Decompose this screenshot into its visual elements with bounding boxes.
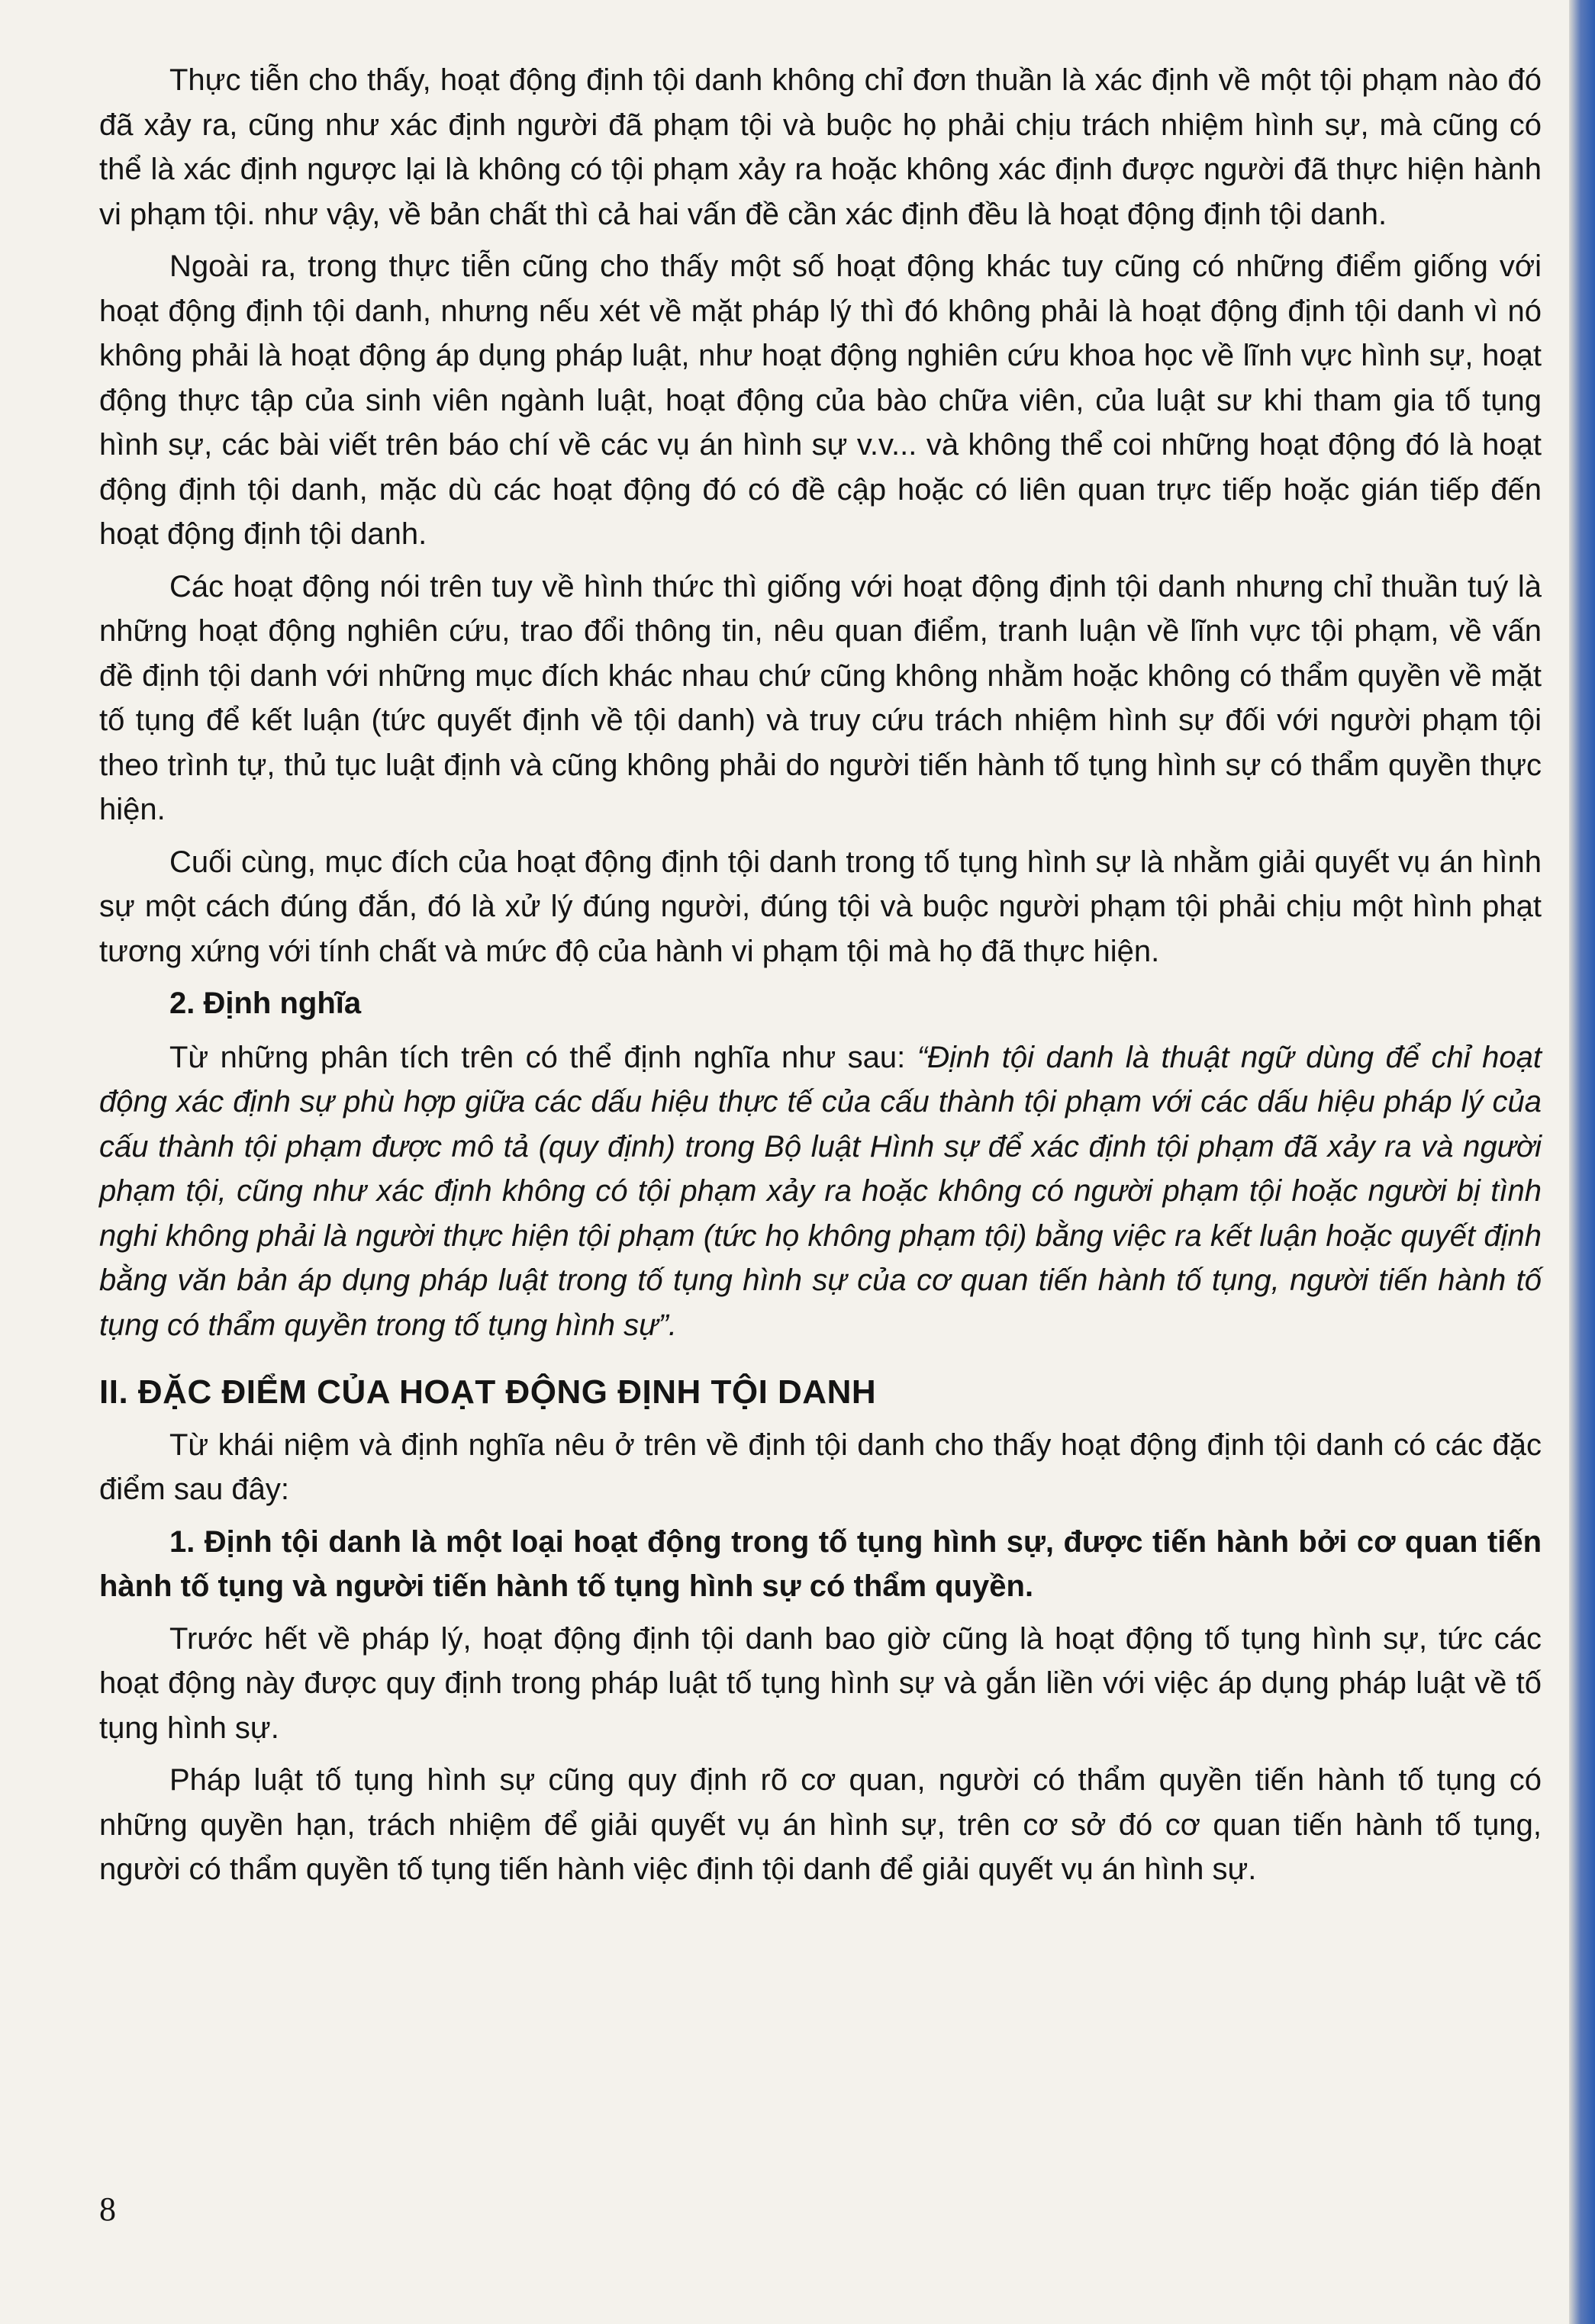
page-content [99, 58, 1542, 1900]
page-number: 8 [99, 2190, 116, 2228]
definition-quote: “Định tội danh là thuật ngữ dùng để chỉ hoạt động xác định sự phù hợp giữa các dấu hiệu thực tế của cấu thành tội phạm với các dấu hiệu pháp lý của cấu thành tội phạm được mô tả (quy định) trong Bộ luật Hình sự để xác định tội phạm đã xảy ra và người phạm tội, cũng như xác định không có tội phạm xảy ra hoặc không có người phạm tội hoặc người bị tình nghi không phải là người thực hiện tội phạm (tức họ không phạm tội) bằng việc ra kết luận hoặc quyết định bằng văn bản áp dụng pháp luật trong tố tụng hình sự của cơ quan tiến hành tố tụng, người tiến hành tố tụng có thẩm quyền trong tố tụng hình sự”. [99, 1040, 1542, 1342]
paragraph-4: Cuối cùng, mục đích của hoạt động định tội danh trong tố tụng hình sự là nhằm giải quyết vụ án hình sự một cách đúng đắn, đó là xử lý đúng người, đúng tội và buộc người phạm tội phải chịu một hình phạt tương xứng với tính chất và mức độ của hành vi phạm tội mà họ đã thực hiện. [99, 845, 1542, 968]
paragraph-2: Ngoài ra, trong thực tiễn cũng cho thấy một số hoạt động khác tuy cũng có những điểm giống với hoạt động định tội danh, nhưng nếu xét về mặt pháp lý thì đó không phải là hoạt động định tội danh vì nó không phải là hoạt động áp dụng pháp luật, như hoạt động nghiên cứu khoa học về lĩnh vực hình sự, hoạt động thực tập của sinh viên ngành luật, hoạt động của bào chữa viên, của luật sư khi tham gia tố tụng hình sự, các bài viết trên báo chí về các vụ án hình sự v.v... và không thể coi những hoạt động đó là hoạt động định tội danh, mặc dù các hoạt động đó có đề cập hoặc có liên quan trực tiếp hoặc gián tiếp đến hoạt động định tội danh. [99, 249, 1542, 551]
definition-heading: 2. Định nghĩa [169, 987, 362, 1020]
definition-lead: Từ những phân tích trên có thể định nghĩa như sau: [169, 1040, 917, 1074]
section-heading: II. ĐẶC ĐIỂM CỦA HOẠT ĐỘNG ĐỊNH TỘI DANH [99, 1373, 877, 1411]
paragraph-3: Các hoạt động nói trên tuy về hình thức thì giống với hoạt động định tội danh nhưng chỉ thuần tuý là những hoạt động nghiên cứu, trao đổi thông tin, nêu quan điểm, tranh luận về lĩnh vực tội phạm, về vấn đề định tội danh với những mục đích khác nhau chứ cũng không nhằm hoặc không có thẩm quyền về mặt tố tụng để kết luận (tức quyết định về tội danh) và truy cứu trách nhiệm hình sự đối với người phạm tội theo trình tự, thủ tục luật định và cũng không phải do người tiến hành tố tụng hình sự có thẩm quyền thực hiện. [99, 569, 1542, 826]
point-1-paragraph-1: Trước hết về pháp lý, hoạt động định tội danh bao giờ cũng là hoạt động tố tụng hình sự, tức các hoạt động này được quy định trong pháp luật tố tụng hình sự và gắn liền với việc áp dụng pháp luật về tố tụng hình sự. [99, 1621, 1542, 1745]
paragraph-1: Thực tiễn cho thấy, hoạt động định tội danh không chỉ đơn thuần là xác định về một tội phạm nào đó đã xảy ra, cũng như xác định người đã phạm tội và buộc họ phải chịu trách nhiệm hình sự, mà cũng có thể là xác định ngược lại là không có tội phạm xảy ra hoặc không xác định được người đã thực hiện hành vi phạm tội. như vậy, về bản chất thì cả hai vấn đề cần xác định đều là hoạt động định tội danh. [99, 63, 1542, 231]
point-1-title: 1. Định tội danh là một loại hoạt động trong tố tụng hình sự, được tiến hành bởi cơ quan tiến hành tố tụng và người tiến hành tố tụng hình sự có thẩm quyền. [99, 1524, 1542, 1603]
definition-paragraph [99, 1035, 1542, 1348]
page-edge-binding [1569, 0, 1595, 2324]
point-1-paragraph-2: Pháp luật tố tụng hình sự cũng quy định rõ cơ quan, người có thẩm quyền tiến hành tố tụng có những quyền hạn, trách nhiệm để giải quyết vụ án hình sự, trên cơ sở đó cơ quan tiến hành tố tụng, người có thẩm quyền tố tụng tiến hành việc định tội danh để giải quyết vụ án hình sự. [99, 1763, 1542, 1886]
section-intro: Từ khái niệm và định nghĩa nêu ở trên về định tội danh cho thấy hoạt động định tội danh có các đặc điểm sau đây: [99, 1428, 1542, 1506]
